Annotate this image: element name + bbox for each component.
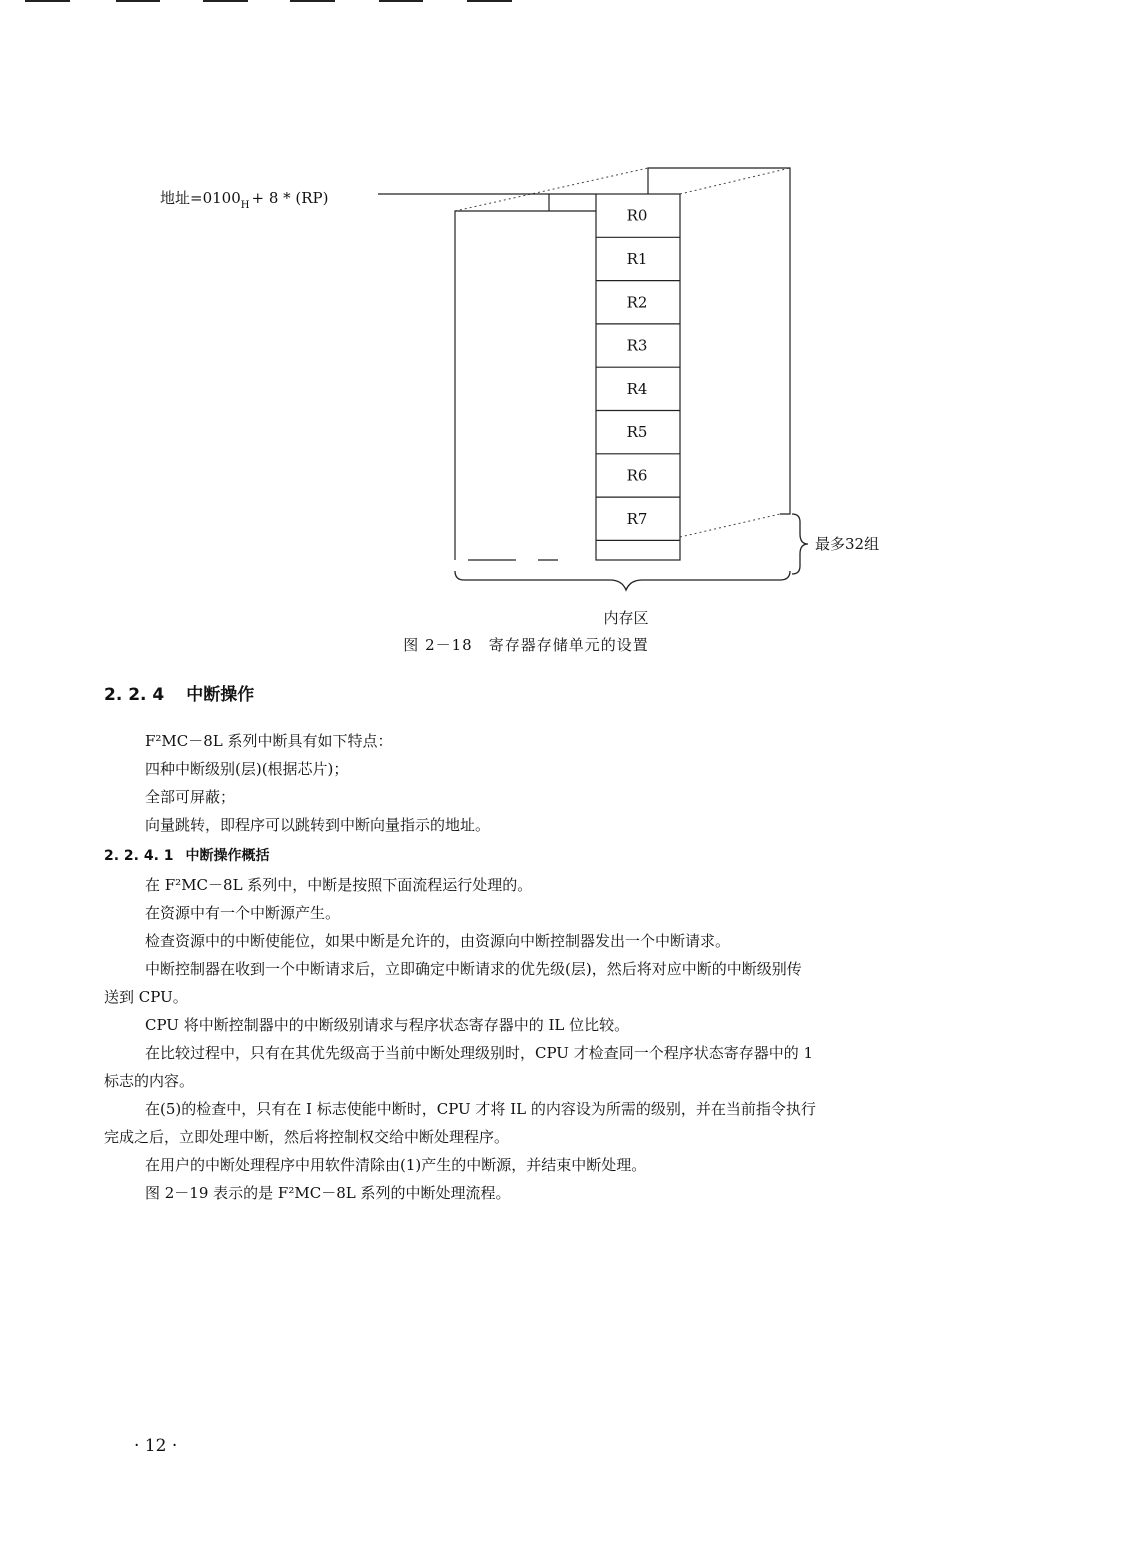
- body-line-4: 中断控制器在收到一个中断请求后，立即确定中断请求的优先级(层)，然后将对应中断的中断级别传: [145, 960, 802, 978]
- right-brace: [792, 514, 808, 574]
- register-label-r1: R1: [626, 249, 648, 268]
- register-label-r5: R5: [626, 423, 648, 442]
- feature-line-2: 四种中断级别(层)(根据芯片)；: [145, 760, 349, 778]
- page-number: · 12 ·: [134, 1436, 178, 1456]
- body-line-10: 完成之后，立即处理中断，然后将控制权交给中断处理程序。: [104, 1128, 510, 1146]
- body-line-9: 在(5)的检查中，只有在 I 标志使能中断时，CPU 才将 IL 的内容设为所需的级别，并在当前指令执行: [145, 1100, 816, 1118]
- subsection-title: 中断操作概括: [185, 848, 270, 864]
- feature-line-1: F²MC－8L 系列中断具有如下特点：: [145, 732, 393, 750]
- register-label-r0: R0: [626, 206, 648, 225]
- body-line-7: 在比较过程中，只有在其优先级高于当前中断处理级别时，CPU 才检查同一个程序状态寄存器中的 1: [145, 1044, 814, 1062]
- perspective-line-top-right: [680, 168, 790, 194]
- body-line-2: 在资源中有一个中断源产生。: [145, 904, 341, 922]
- register-column: [596, 194, 680, 560]
- body-line-5: 送到 CPU。: [104, 988, 188, 1006]
- memory-area-outline: [455, 211, 596, 560]
- body-line-8: 标志的内容。: [104, 1072, 195, 1090]
- feature-line-3: 全部可屏蔽；: [145, 788, 236, 806]
- max-groups-label: 最多32组: [815, 535, 880, 553]
- section-title: 中断操作: [186, 685, 255, 705]
- register-memory-diagram: [0, 0, 1122, 640]
- perspective-line-bottom: [680, 514, 780, 537]
- feature-line-4: 向量跳转，即程序可以跳转到中断向量指示的地址。: [145, 816, 491, 834]
- memory-area-label: 内存区: [603, 609, 649, 627]
- body-line-6: CPU 将中断控制器中的中断级别请求与程序状态寄存器中的 IL 位比较。: [145, 1016, 630, 1034]
- section-heading: [104, 680, 254, 705]
- body-line-3: 检查资源中的中断使能位，如果中断是允许的，由资源向中断控制器发出一个中断请求。: [145, 932, 731, 950]
- register-label-r3: R3: [626, 336, 648, 355]
- subsection-heading: [104, 845, 270, 865]
- register-label-r4: R4: [626, 379, 648, 398]
- perspective-line-top-left: [455, 168, 648, 211]
- register-label-r6: R6: [626, 466, 648, 485]
- body-line-1: 在 F²MC－8L 系列中，中断是按照下面流程运行处理的。: [145, 876, 533, 894]
- back-bank-outline: [648, 168, 790, 514]
- figure-caption: 图 2－18 寄存器存储单元的设置: [403, 636, 649, 654]
- subsection-number: 2. 2. 4. 1: [104, 848, 174, 864]
- body-line-11: 在用户的中断处理程序中用软件清除由(1)产生的中断源，并结束中断处理。: [145, 1156, 647, 1174]
- address-formula-label: 地址$=0100_H + 8 * (RP)$: [160, 189, 329, 211]
- section-number: 2. 2. 4: [104, 685, 165, 705]
- register-label-r7: R7: [626, 509, 648, 528]
- bottom-brace: [455, 571, 790, 590]
- register-label-r2: R2: [626, 293, 648, 312]
- body-line-12: 图 2－19 表示的是 F²MC－8L 系列的中断处理流程。: [145, 1184, 511, 1202]
